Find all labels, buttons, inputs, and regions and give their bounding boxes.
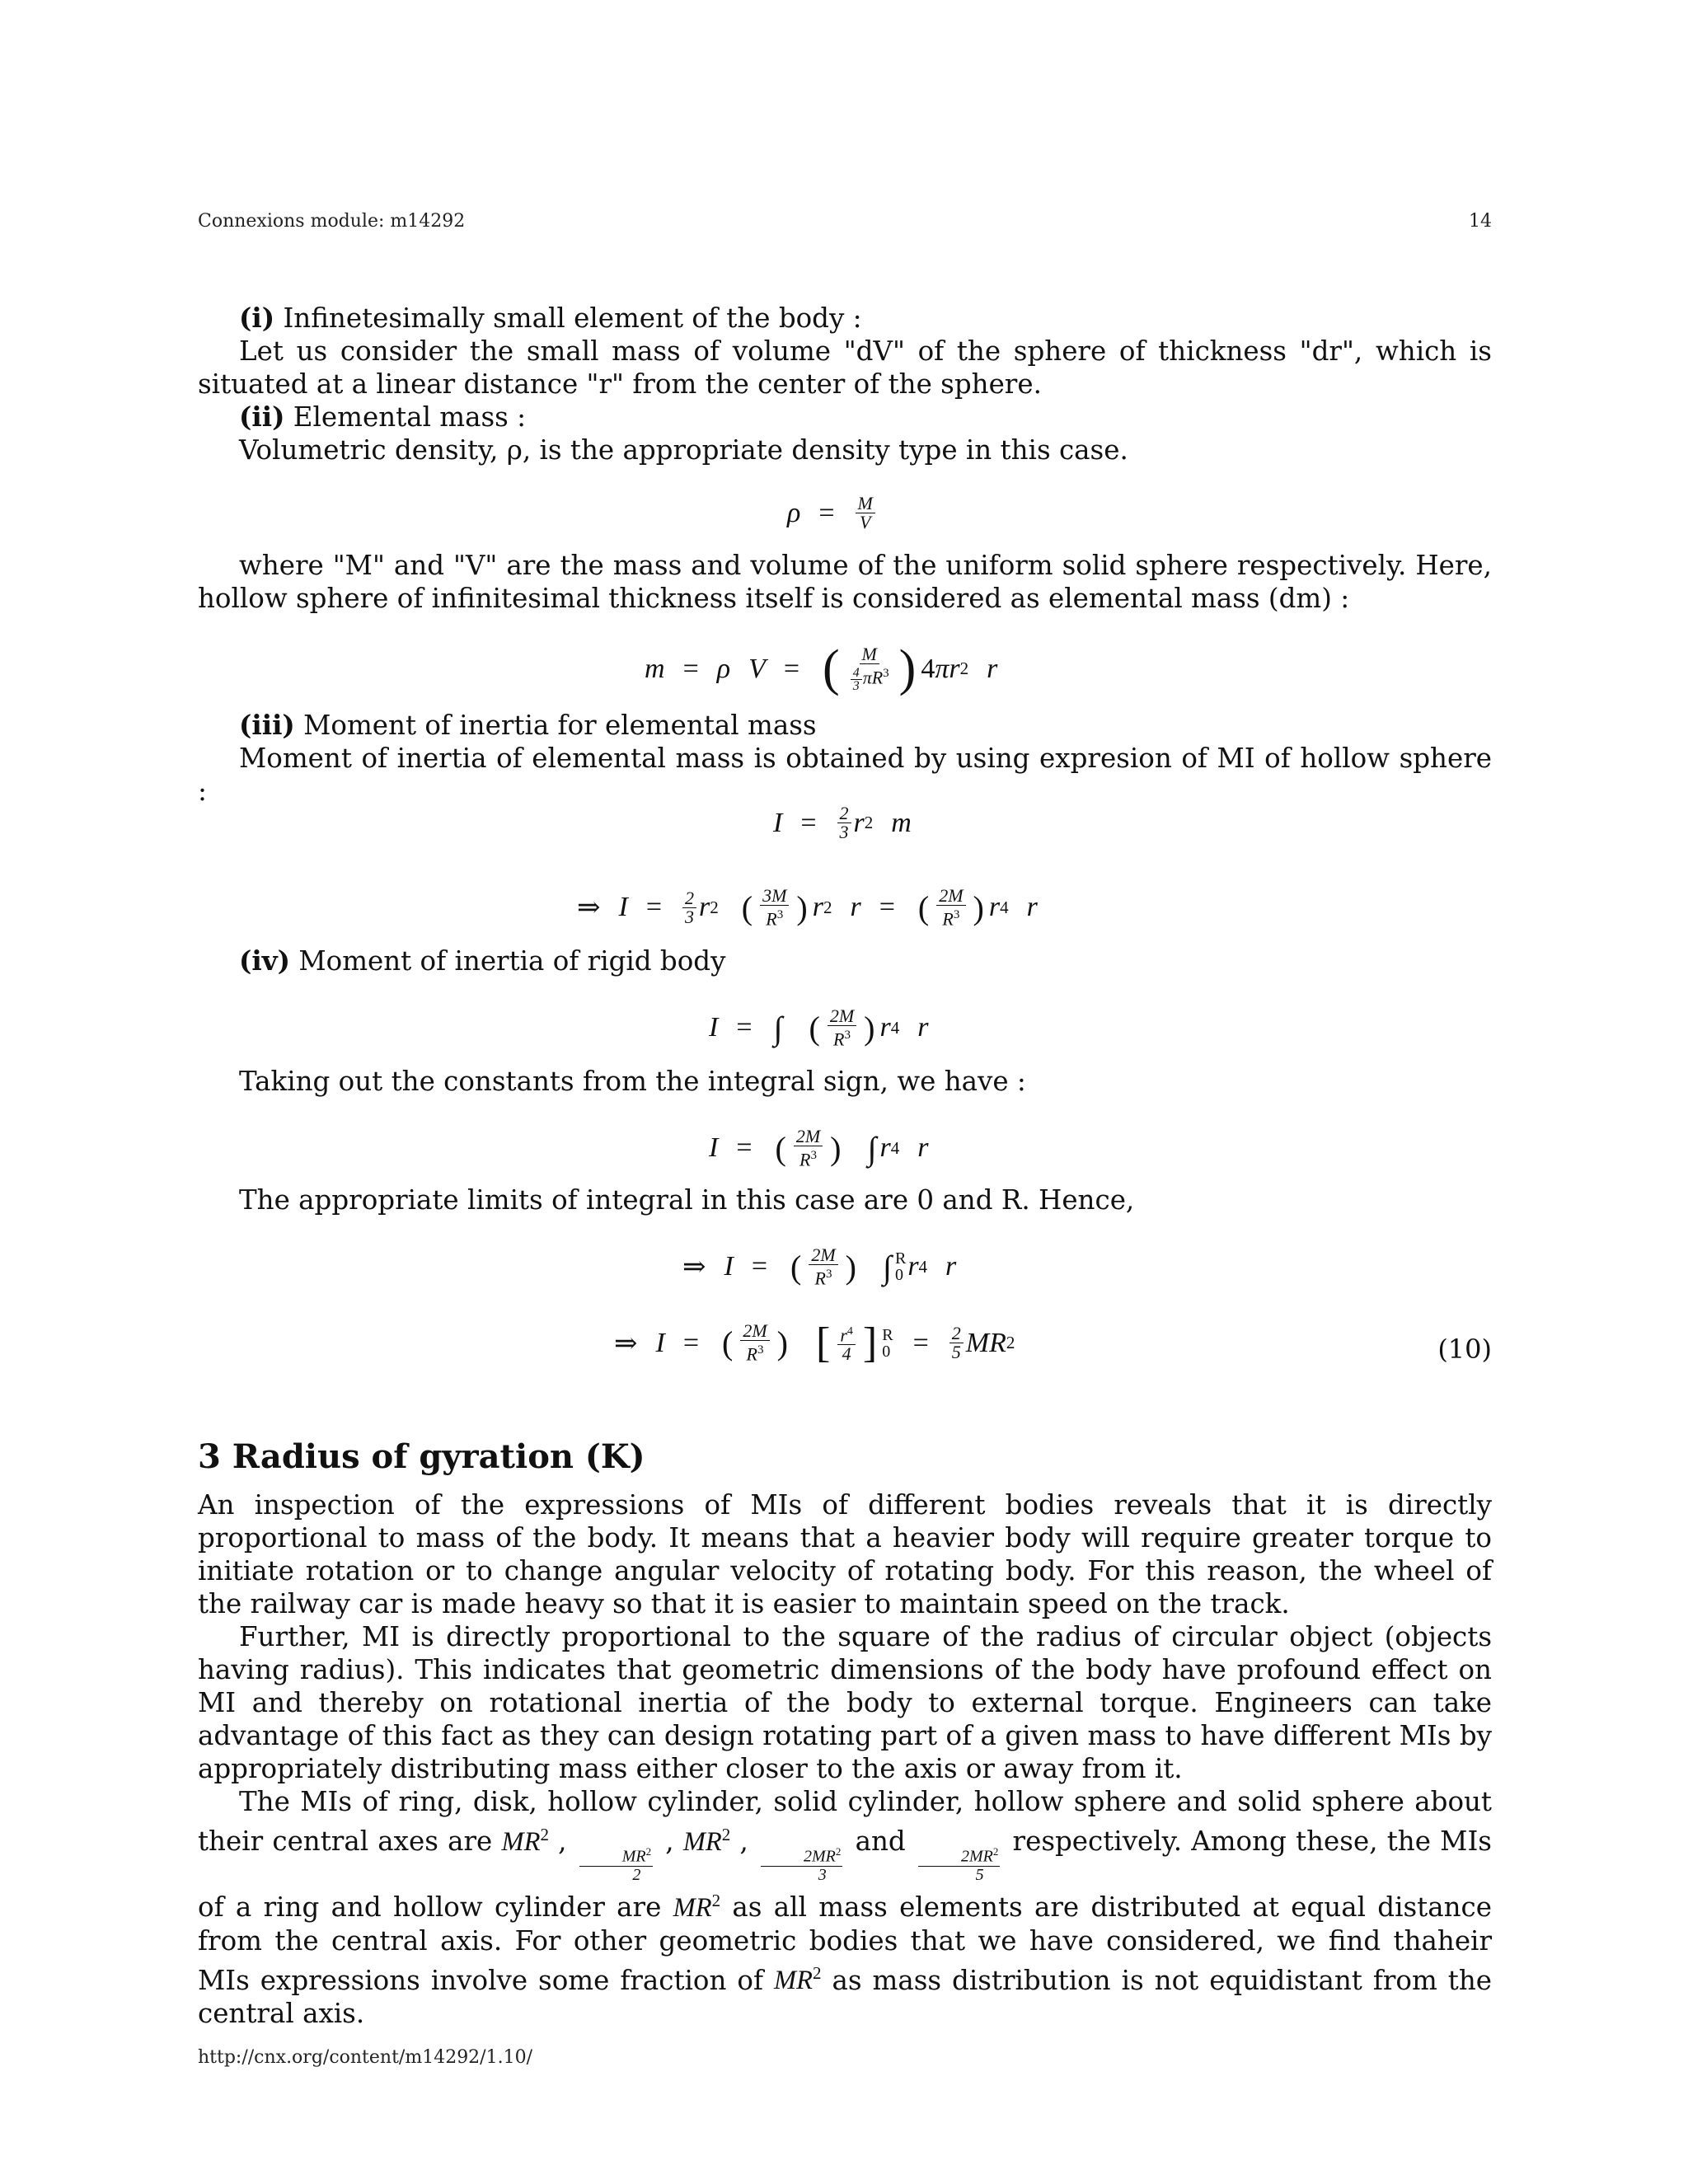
- element-block: [198, 302, 1492, 466]
- mi-elemental-block: [198, 709, 1492, 808]
- equation-integral-constants: I = ( $\frac{2M}{R^3}$ ) ∫ r 4 r: [709, 1126, 929, 1170]
- equation-density: ρ = $\frac{M}{V}$: [787, 494, 878, 532]
- section-body: [198, 1488, 1492, 2030]
- item-iii-title: Moment of inertia for elemental mass: [303, 710, 817, 741]
- item-ii: [198, 401, 1492, 434]
- header-module: Connexions module: m14292: [198, 211, 466, 232]
- where-paragraph: [198, 549, 1492, 615]
- equation-elemental-mass: m = ρ V = ( M $\frac{4}{3}$ $\pi R^3$ ) 4 πr 2 r: [645, 640, 998, 696]
- p3-part-b: respectively. Among these, the MIs of a ring and hollow cylinder are: [198, 1825, 1492, 1923]
- label-iv: (iv): [239, 944, 290, 977]
- footer-url[interactable]: http://cnx.org/content/m14292/1.10/: [198, 2047, 532, 2068]
- equation-mi-elemental: I = $\frac{2}{3}$ r 2 m: [773, 803, 912, 842]
- limits-text: The appropriate limits of integral in this case are 0 and R. Hence,: [239, 1184, 1135, 1216]
- p3-part-c: as all mass elements are distributed at equal distance from the central axis. For other geometric bodies that we have considered, we find thaheir MIs expressions involve some fraction of: [198, 1891, 1492, 1996]
- item-iii-text: Moment of inertia of elemental mass is obtained by using expresion of MI of hollow sphere :: [198, 743, 1492, 807]
- section-heading: 3 Radius of gyration (K): [198, 1437, 645, 1476]
- p3-part-d: as mass distribution is not equidistant from the central axis.: [198, 1964, 1493, 2030]
- equation-limits: ⇒ I = ( $\frac{2M}{R^3}$ ) ∫ R 0 r 4 r: [682, 1244, 957, 1289]
- item-iv-title: Moment of inertia of rigid body: [298, 945, 726, 977]
- equation-integral: I = ∫ ( $\frac{2M}{R^3}$ ) r 4 r: [709, 1005, 929, 1050]
- equation-final: ⇒ I = ( $\frac{2M}{R^3}$ ) [ $\frac{r^4}{4}$ ] R 0 = $\frac{2}{5}$ MR 2: [614, 1319, 1015, 1366]
- item-iii: [198, 709, 1492, 742]
- constants-paragraph: [198, 1065, 1492, 1098]
- item-ii-text: Volumetric density, ρ, is the appropriate density type in this case.: [239, 434, 1128, 466]
- item-ii-title: Elemental mass :: [293, 401, 527, 433]
- label-iii: (iii): [239, 709, 295, 741]
- equation-number: (10): [1437, 1333, 1492, 1365]
- paragraph-3: The MIs of ring, disk, hollow cylinder, solid cylinder, hollow sphere and solid sphere about their central axes are $MR^2$ , $\frac{MR^2}{2}$ , $MR^2$ , $\frac{2MR^2}{3}$ and $\frac{2MR^2}{5}$ respectively. Among these, the MIs of a ring and hollow cylinder are $MR^2$ as all mass elements are distributed at equal distance from the central axis. For other geometric bodies that we have considered, we find thaheir MIs expressions involve some fraction of $MR^2$ as mass distribution is not equidistant from the central axis.: [198, 1786, 1493, 2030]
- p3-part-a: The MIs of ring, disk, hollow cylinder, solid cylinder, hollow sphere and solid sphere about their central axes are: [198, 1786, 1492, 1857]
- paragraph-2: Further, MI is directly proportional to the square of the radius of circular object (objects having radius). This indicates that geometric dimensions of the body have profound effect on MI and thereby on rotational inertia of the body to external torque. Engineers can take advantage of this fact as they can design rotating part of a given mass to have different MIs by appropriately distributing mass either closer to the axis or away from it.: [198, 1621, 1492, 1784]
- constants-text: Taking out the constants from the integral sign, we have :: [239, 1066, 1026, 1097]
- item-iv: [198, 944, 1492, 977]
- mi-rigid-block: [198, 944, 1492, 977]
- label-ii: (ii): [239, 401, 285, 433]
- paragraph-1: An inspection of the expressions of MIs of different bodies reveals that it is directly proportional to mass of the body. It means that a heavier body will require greater torque to initiate rotation or to change angular velocity of rotating body. For this reason, the wheel of the railway car is made heavy so that it is easier to maintain speed on the track.: [198, 1489, 1492, 1619]
- item-i-title: Infinetesimally small element of the body :: [283, 302, 862, 334]
- label-i: (i): [239, 302, 275, 334]
- item-i: [198, 302, 1492, 335]
- where-text: where "M" and "V" are the mass and volume of the uniform solid sphere respectively. Here, hollow sphere of infinitesimal thickness itself is considered as elemental mass (dm) :: [198, 550, 1492, 614]
- equation-mi-substituted: ⇒ I = $\frac{2}{3}$ r 2 ( $\frac{3M}{R^3}$ ) r 2 r = ( $\frac{2M}{R^3}$ ) r 4 r: [577, 885, 1038, 930]
- item-i-text: Let us consider the small mass of volume "dV" of the sphere of thickness "dr", which is situated at a linear distance "r" from the center of the sphere.: [198, 335, 1492, 400]
- limits-paragraph: [198, 1183, 1492, 1216]
- page-number: 14: [1469, 211, 1492, 232]
